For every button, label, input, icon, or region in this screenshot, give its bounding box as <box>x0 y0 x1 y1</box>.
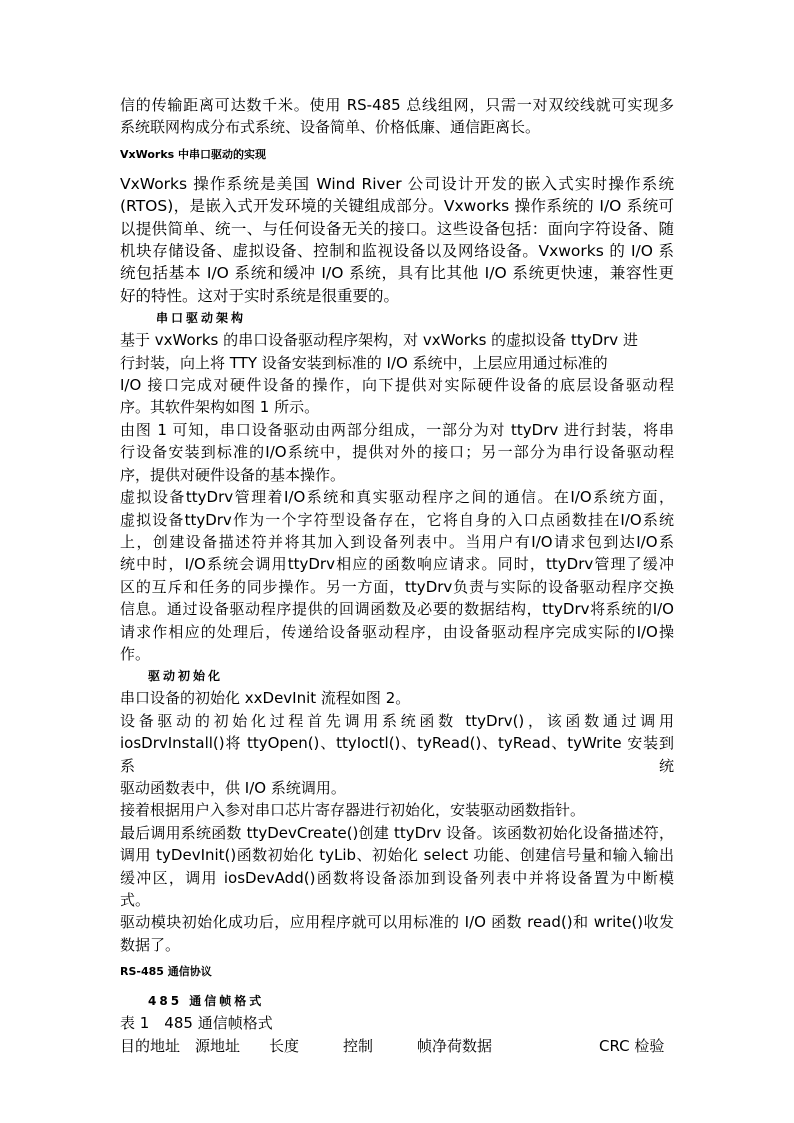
table-header-cell: CRC 检验 <box>599 1036 665 1055</box>
paragraph-init-flow <box>120 687 674 709</box>
text-line: 请求作相应的处理后，传递给设备驱动程序，由设备驱动程序完成实际的I/O操 <box>120 622 674 641</box>
text-line: 基于 vxWorks 的串口设备驱动程序架构，对 vxWorks 的虚拟设备 ttyDrv 进 <box>120 331 638 350</box>
text-line: 缓冲区，调用 iosDevAdd()函数将设备添加到设备列表中并将设备置为中断模 <box>120 868 674 887</box>
paragraph-vxworks-os <box>120 173 674 307</box>
text-line: 区的互斥和任务的同步操作。另一方面，ttyDrv负责与实际的设备驱动程序交换 <box>120 577 674 596</box>
paragraph-architecture <box>120 329 674 419</box>
table-header-cell: 帧净荷数据 <box>417 1036 493 1055</box>
text-line: 以提供简单、统一、与任何设备无关的接口。这些设备包括：面向字符设备、随 <box>120 219 674 238</box>
text-line: iosDrvInstall()将 ttyOpen()、ttyIoctl()、tyRead()、tyRead、tyWrite 安装到系统 <box>120 734 674 775</box>
text-line: 表 1 485 通信帧格式 <box>120 1014 273 1033</box>
text-line: 作。 <box>120 644 151 663</box>
text-line: 上，创建设备描述符并将其加入到设备列表中。当用户有I/O请求包到达I/O系 <box>120 532 674 551</box>
section-heading-driver-init: 驱动初始化 <box>148 669 224 684</box>
frame-format-table-header <box>120 1035 674 1057</box>
text-line: 驱动模块初始化成功后，应用程序就可以用标准的 I/O 函数 read()和 write()收发 <box>120 913 674 932</box>
text-line: 信的传输距离可达数千米。使用 RS-485 总线组网，只需一对双绞线就可实现多 <box>120 96 674 114</box>
paragraph-dev-create <box>120 822 674 912</box>
text-line: 机块存储设备、虚拟设备、控制和监视设备以及网络设备。Vxworks 的 I/O 系 <box>120 242 674 261</box>
text-line: 由图 1 可知，串口设备驱动由两部分组成，一部分为对 ttyDrv 进行封装，将串 <box>120 420 674 439</box>
table-header-cell: 控制 <box>343 1036 374 1055</box>
section-heading-driver-architecture: 串口驱动架构 <box>156 311 247 326</box>
section-heading-vxworks-serial: VxWorks 中串口驱动的实现 <box>120 147 267 161</box>
paragraph-init-steps <box>120 710 674 800</box>
text-line: 行设备安装到标准的I/O系统中，提供对外的接口；另一部分为串行设备驱动程 <box>120 443 674 462</box>
text-line: VxWorks 操作系统是美国 Wind River 公司设计开发的嵌入式实时操作系统 <box>120 174 674 193</box>
section-heading-frame-format: 485 通信帧格式 <box>148 994 265 1009</box>
text-line: 行封装，向上将 TTY 设备安装到标准的 I/O 系统中，上层应用通过标准的 <box>120 353 608 372</box>
text-line: 设备驱动的初始化过程首先调用系统函数 ttyDrv()，该函数通过调用 <box>120 711 674 730</box>
paragraph-intro <box>120 94 674 139</box>
section-heading-rs485-protocol: RS-485 通信协议 <box>120 965 212 979</box>
text-line: 式。 <box>120 891 151 909</box>
table-header-cell: 长度 <box>269 1036 300 1055</box>
table-caption <box>120 1012 674 1034</box>
text-line: 信息。通过设备驱动程序提供的回调函数及必要的数据结构，ttyDrv将系统的I/O <box>120 600 674 619</box>
text-line: 最后调用系统函数 ttyDevCreate()创建 ttyDrv 设备。该函数初始化设备描述符， <box>120 823 674 842</box>
paragraph-init-registers <box>120 799 674 821</box>
text-line: 数据了。 <box>120 935 181 954</box>
text-line: 统中时，I/O系统会调用ttyDrv相应的函数响应请求。同时，ttyDrv管理了缓冲 <box>120 555 674 574</box>
text-line: 好的特性。这对于实时系统是很重要的。 <box>120 286 400 305</box>
table-header-cell: 目的地址 <box>120 1036 181 1055</box>
text-line: 调用 tyDevInit()函数初始化 tyLib、初始化 select 功能、创建信号量和输入输出 <box>120 846 674 865</box>
text-line: 虚拟设备ttyDrv作为一个字符型设备存在，它将自身的入口点函数挂在I/O系统 <box>120 510 674 529</box>
text-line: 驱动函数表中，供 I/O 系统调用。 <box>120 778 346 797</box>
text-line: 序，提供对硬件设备的基本操作。 <box>120 465 346 484</box>
paragraph-ttydrv <box>120 486 674 665</box>
text-line: (RTOS)，是嵌入式开发环境的关键组成部分。Vxworks 操作系统的 I/O 系统可 <box>120 197 674 216</box>
document-page <box>120 94 674 1057</box>
text-line: 虚拟设备ttyDrv管理着I/O系统和真实驱动程序之间的通信。在I/O系统方面， <box>120 488 674 507</box>
table-header-cell: 源地址 <box>195 1036 241 1055</box>
text-line: I/O 接口完成对硬件设备的操作，向下提供对实际硬件设备的底层设备驱动程 <box>120 376 674 395</box>
text-line: 串口设备的初始化 xxDevInit 流程如图 2。 <box>120 689 411 708</box>
paragraph-init-success <box>120 911 674 956</box>
text-line: 统包括基本 I/O 系统和缓冲 I/O 系统，具有比其他 I/O 系统更快速，兼容性更 <box>120 264 674 283</box>
text-line: 系统联网构成分布式系统、设备简单、价格低廉、通信距离长。 <box>120 118 541 137</box>
text-line: 序。其软件架构如图 1 所示。 <box>120 398 320 417</box>
paragraph-figure1 <box>120 419 674 486</box>
text-line: 接着根据用户入参对串口芯片寄存器进行初始化，安装驱动函数指针。 <box>120 801 586 820</box>
